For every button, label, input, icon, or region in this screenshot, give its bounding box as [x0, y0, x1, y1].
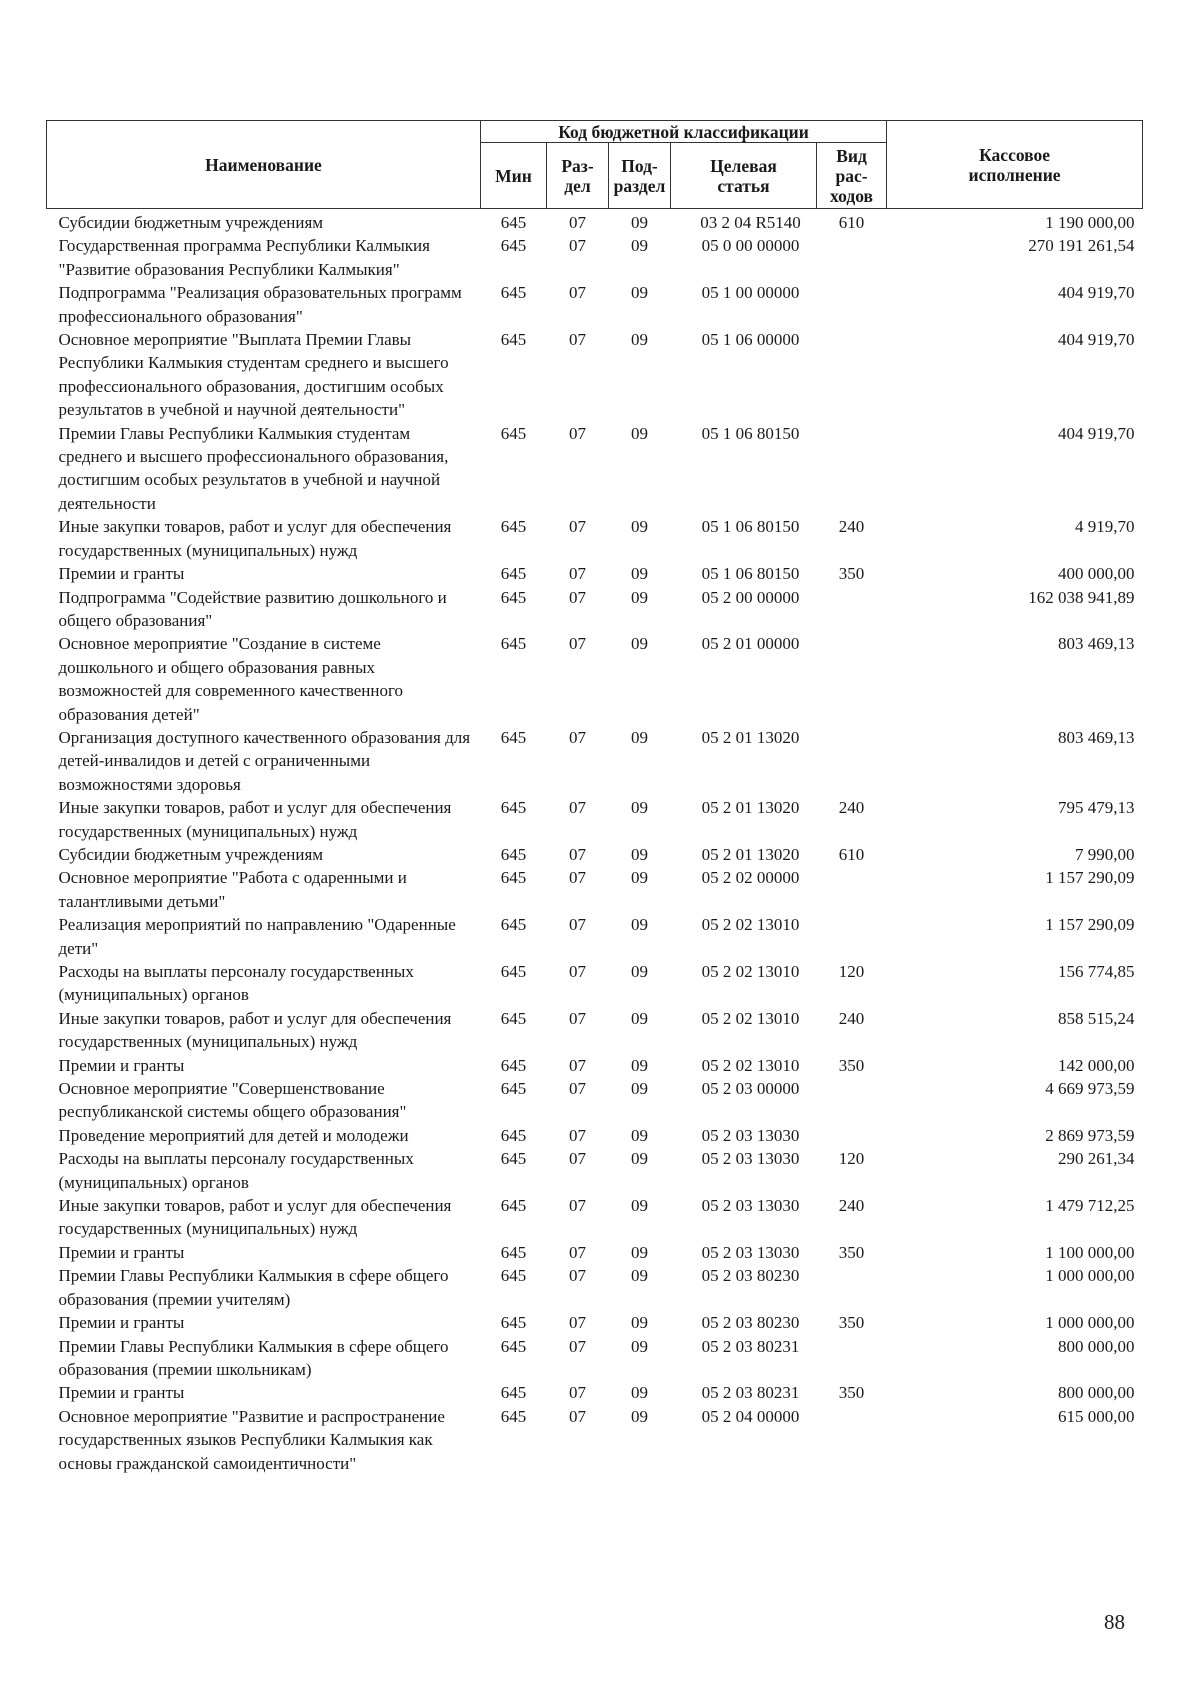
row-min: 645 — [500, 1406, 527, 1426]
row-target-article: 05 2 02 13010 — [701, 962, 800, 981]
table-row — [47, 1054, 1143, 1077]
row-razdel: 07 — [569, 423, 586, 443]
row-name: Премии Главы Республики Калмыкия в сфере общего образования (премии учителям) — [58, 1266, 449, 1309]
row-target-article: 05 1 06 00000 — [701, 330, 800, 350]
row-podrazdel: 09 — [631, 634, 648, 654]
row-razdel: 07 — [569, 844, 586, 864]
row-target-article: 05 0 00 00000 — [701, 236, 800, 256]
row-podrazdel: 09 — [631, 1242, 648, 1262]
row-min: 645 — [500, 915, 527, 935]
row-podrazdel: 09 — [631, 798, 648, 818]
row-podrazdel: 09 — [631, 423, 648, 443]
row-razdel: 07 — [569, 1196, 586, 1216]
row-min: 645 — [500, 1196, 527, 1216]
header-budget-code-group: Код бюджетной классификации — [481, 121, 887, 143]
row-podrazdel: 09 — [631, 283, 648, 303]
row-target-article: 05 2 01 13020 — [701, 798, 800, 818]
row-name: Премии и гранты — [58, 1055, 185, 1075]
row-name: Премии и гранты — [58, 1313, 185, 1333]
table-row — [47, 562, 1143, 585]
row-target-article: 05 2 03 13030 — [701, 1125, 800, 1145]
row-expense-type — [817, 632, 887, 726]
row-min: 645 — [500, 283, 527, 303]
table-header — [47, 121, 1143, 209]
row-expense-type: 240 — [838, 1008, 865, 1028]
row-min: 645 — [500, 1266, 527, 1286]
row-amount: 156 774,85 — [1058, 962, 1135, 981]
row-podrazdel: 09 — [631, 1008, 648, 1028]
row-razdel: 07 — [569, 1313, 586, 1333]
row-expense-type: 240 — [838, 1196, 865, 1216]
row-name: Расходы на выплаты персоналу государственных (муниципальных) органов — [58, 1149, 414, 1192]
row-name: Основное мероприятие "Выплата Премии Главы Республики Калмыкия студентам среднего и высшего профессионального образования, достигшим особых результатов в учебной и научной деятельности" — [58, 330, 449, 420]
row-target-article: 03 2 04 R5140 — [700, 213, 801, 232]
row-min: 645 — [500, 330, 527, 350]
row-target-article: 05 2 01 13020 — [701, 844, 800, 864]
row-podrazdel: 09 — [631, 727, 648, 747]
row-min: 645 — [500, 798, 527, 818]
row-expense-type — [817, 726, 887, 796]
row-podrazdel: 09 — [631, 1079, 648, 1099]
row-amount: 404 919,70 — [1058, 423, 1135, 443]
row-amount: 7 990,00 — [1075, 844, 1135, 864]
row-podrazdel: 09 — [631, 1266, 648, 1286]
table-row — [47, 1241, 1143, 1264]
row-podrazdel: 09 — [631, 564, 648, 584]
row-podrazdel: 09 — [631, 1383, 648, 1403]
row-target-article: 05 2 04 00000 — [701, 1406, 800, 1426]
row-min: 645 — [500, 1383, 527, 1403]
row-razdel: 07 — [569, 1079, 586, 1099]
table-body — [47, 209, 1143, 1475]
row-name: Подпрограмма "Реализация образовательных программ профессионального образования" — [58, 283, 462, 326]
row-podrazdel: 09 — [631, 1055, 648, 1075]
row-amount: 162 038 941,89 — [1028, 587, 1135, 607]
row-target-article: 05 2 03 80230 — [701, 1266, 800, 1286]
row-podrazdel: 09 — [631, 868, 648, 888]
table-row — [47, 1194, 1143, 1241]
table-row — [47, 209, 1143, 235]
row-expense-type — [817, 866, 887, 913]
row-expense-type: 350 — [838, 1313, 865, 1333]
row-amount: 795 479,13 — [1058, 798, 1135, 818]
row-expense-type — [817, 234, 887, 281]
row-target-article: 05 2 03 13030 — [701, 1242, 800, 1262]
row-amount: 1 190 000,00 — [1045, 213, 1135, 232]
table-row — [47, 726, 1143, 796]
row-razdel: 07 — [569, 564, 586, 584]
row-target-article: 05 2 01 00000 — [701, 634, 800, 654]
row-target-article: 05 2 01 13020 — [701, 727, 800, 747]
row-name: Премии Главы Республики Калмыкия в сфере общего образования (премии школьникам) — [58, 1336, 449, 1379]
row-podrazdel: 09 — [631, 1125, 648, 1145]
row-expense-type: 610 — [838, 213, 865, 232]
row-expense-type: 350 — [838, 1242, 865, 1262]
row-expense-type — [817, 913, 887, 960]
row-expense-type — [817, 1077, 887, 1124]
row-amount: 4 919,70 — [1075, 517, 1135, 537]
row-amount: 404 919,70 — [1058, 330, 1135, 350]
row-amount: 270 191 261,54 — [1028, 236, 1135, 256]
row-min: 645 — [500, 1149, 527, 1169]
row-target-article: 05 2 02 00000 — [701, 868, 800, 888]
row-name: Основное мероприятие "Развитие и распространение государственных языков Республики Калмыкия как основы гражданской самоидентичности" — [58, 1406, 445, 1473]
header-podrazdel-label: Под- раздел — [613, 155, 666, 196]
row-name: Государственная программа Республики Калмыкия "Развитие образования Республики Калмыкия" — [58, 236, 430, 279]
row-min: 645 — [500, 1125, 527, 1145]
page-number: 88 — [1104, 1610, 1125, 1634]
row-target-article: 05 2 00 00000 — [701, 587, 800, 607]
header-min: Мин — [481, 143, 547, 209]
row-podrazdel: 09 — [631, 1406, 648, 1426]
row-amount: 2 869 973,59 — [1045, 1125, 1135, 1145]
row-target-article: 05 2 03 13030 — [701, 1149, 800, 1169]
row-expense-type: 120 — [838, 1149, 865, 1169]
header-vid-label: Вид рас- ходов — [830, 145, 873, 206]
table-row — [47, 1124, 1143, 1147]
row-min: 645 — [500, 213, 527, 232]
row-amount: 142 000,00 — [1058, 1055, 1135, 1075]
row-name: Иные закупки товаров, работ и услуг для обеспечения государственных (муниципальных) нужд — [58, 1008, 452, 1052]
row-min: 645 — [500, 564, 527, 584]
table-row — [47, 422, 1143, 516]
row-razdel: 07 — [569, 1149, 586, 1169]
table-row — [47, 1077, 1143, 1124]
header-razdel-label: Раз- дел — [561, 155, 594, 196]
row-min: 645 — [500, 1313, 527, 1333]
row-amount: 4 669 973,59 — [1045, 1079, 1135, 1099]
row-name: Основное мероприятие "Совершенствование республиканской системы общего образования" — [58, 1079, 407, 1122]
row-amount: 858 515,24 — [1058, 1008, 1135, 1028]
row-razdel: 07 — [569, 330, 586, 350]
row-razdel: 07 — [569, 517, 586, 537]
table-row — [47, 960, 1143, 1007]
table-row — [47, 234, 1143, 281]
header-razdel — [547, 143, 609, 209]
row-min: 645 — [500, 236, 527, 256]
table-row — [47, 1381, 1143, 1404]
header-target — [671, 143, 817, 209]
row-min: 645 — [500, 1055, 527, 1075]
row-target-article: 05 2 03 80231 — [701, 1336, 800, 1356]
row-razdel: 07 — [569, 587, 586, 607]
row-expense-type: 240 — [838, 517, 865, 537]
row-name: Премии и гранты — [58, 564, 185, 584]
table-row — [47, 843, 1143, 866]
row-amount: 803 469,13 — [1058, 727, 1135, 747]
row-name: Основное мероприятие "Работа с одаренными и талантливыми детьми" — [58, 868, 407, 911]
row-expense-type — [817, 328, 887, 422]
row-razdel: 07 — [569, 1055, 586, 1075]
row-podrazdel: 09 — [631, 330, 648, 350]
row-razdel: 07 — [569, 1242, 586, 1262]
row-amount: 290 261,34 — [1058, 1149, 1135, 1169]
row-name: Расходы на выплаты персоналу государственных (муниципальных) органов — [58, 962, 414, 1005]
row-expense-type — [817, 422, 887, 516]
table-row — [47, 1311, 1143, 1334]
row-name: Премии Главы Республики Калмыкия студентам среднего и высшего профессионального образования, достигшим особых результатов в учебной и научной деятельности — [58, 423, 449, 513]
row-target-article: 05 1 00 00000 — [701, 283, 800, 303]
row-razdel: 07 — [569, 868, 586, 888]
row-target-article: 05 1 06 80150 — [701, 423, 800, 443]
header-amount-label: Кассовое исполнение — [968, 144, 1061, 185]
row-amount: 1 000 000,00 — [1045, 1266, 1135, 1286]
row-min: 645 — [500, 962, 527, 981]
table-row — [47, 586, 1143, 633]
row-expense-type — [817, 586, 887, 633]
row-expense-type — [817, 281, 887, 328]
row-min: 645 — [500, 634, 527, 654]
row-expense-type: 610 — [838, 844, 865, 864]
row-name: Премии и гранты — [58, 1383, 185, 1403]
row-expense-type — [817, 1264, 887, 1311]
row-expense-type: 120 — [838, 962, 865, 981]
row-name: Иные закупки товаров, работ и услуг для обеспечения государственных (муниципальных) нужд — [58, 1196, 452, 1239]
row-amount: 803 469,13 — [1058, 634, 1135, 654]
row-razdel: 07 — [569, 1125, 586, 1145]
table-row — [47, 515, 1143, 562]
row-podrazdel: 09 — [631, 1313, 648, 1333]
row-amount: 1 100 000,00 — [1045, 1242, 1135, 1262]
row-razdel: 07 — [569, 1336, 586, 1356]
row-amount: 800 000,00 — [1058, 1383, 1135, 1403]
table-row — [47, 1007, 1143, 1054]
row-razdel: 07 — [569, 1266, 586, 1286]
row-podrazdel: 09 — [631, 236, 648, 256]
row-expense-type: 350 — [838, 1383, 865, 1403]
row-min: 645 — [500, 1242, 527, 1262]
row-amount: 404 919,70 — [1058, 283, 1135, 303]
row-podrazdel: 09 — [631, 962, 648, 981]
row-razdel: 07 — [569, 283, 586, 303]
row-expense-type — [817, 1335, 887, 1382]
budget-table — [46, 120, 1143, 1475]
row-min: 645 — [500, 1008, 527, 1028]
row-razdel: 07 — [569, 1008, 586, 1028]
table-row — [47, 866, 1143, 913]
row-razdel: 07 — [569, 634, 586, 654]
row-target-article: 05 2 03 80230 — [701, 1313, 800, 1333]
row-razdel: 07 — [569, 236, 586, 256]
row-name: Иные закупки товаров, работ и услуг для обеспечения государственных (муниципальных) нужд — [58, 517, 452, 560]
row-target-article: 05 2 02 13010 — [701, 915, 800, 935]
header-podrazdel — [609, 143, 671, 209]
row-amount: 800 000,00 — [1058, 1336, 1135, 1356]
row-target-article: 05 2 03 80231 — [701, 1383, 800, 1403]
row-min: 645 — [500, 1079, 527, 1099]
row-expense-type: 350 — [838, 564, 865, 584]
row-min: 645 — [500, 868, 527, 888]
row-amount: 1 000 000,00 — [1045, 1313, 1135, 1333]
table-row — [47, 1147, 1143, 1194]
row-min: 645 — [500, 587, 527, 607]
row-name: Проведение мероприятий для детей и молодежи — [58, 1125, 409, 1145]
row-name: Основное мероприятие "Создание в системе дошкольного и общего образования равных возможностей для современного качественного образования детей" — [58, 634, 404, 724]
row-podrazdel: 09 — [631, 1196, 648, 1216]
row-name: Субсидии бюджетным учреждениям — [58, 844, 324, 864]
row-razdel: 07 — [569, 1406, 586, 1426]
table-row — [47, 913, 1143, 960]
row-min: 645 — [500, 423, 527, 443]
table-row — [47, 632, 1143, 726]
row-razdel: 07 — [569, 798, 586, 818]
table-row — [47, 1335, 1143, 1382]
row-expense-type: 240 — [838, 798, 865, 818]
row-target-article: 05 1 06 80150 — [701, 517, 800, 537]
row-razdel: 07 — [569, 727, 586, 747]
row-name: Подпрограмма "Содействие развитию дошкольного и общего образования" — [58, 587, 447, 630]
header-amount — [887, 121, 1143, 209]
header-target-label: Целевая статья — [710, 155, 777, 196]
row-podrazdel: 09 — [631, 517, 648, 537]
row-podrazdel: 09 — [631, 213, 648, 232]
row-podrazdel: 09 — [631, 844, 648, 864]
row-razdel: 07 — [569, 1383, 586, 1403]
row-amount: 400 000,00 — [1058, 564, 1135, 584]
row-min: 645 — [500, 727, 527, 747]
row-expense-type — [817, 1124, 887, 1147]
row-name: Субсидии бюджетным учреждениям — [58, 213, 324, 232]
row-amount: 1 157 290,09 — [1045, 915, 1135, 935]
row-podrazdel: 09 — [631, 587, 648, 607]
row-amount: 1 157 290,09 — [1045, 868, 1135, 888]
row-name: Организация доступного качественного образования для детей-инвалидов и детей с ограниченными возможностями здоровья — [58, 727, 471, 794]
row-min: 645 — [500, 844, 527, 864]
row-razdel: 07 — [569, 213, 586, 232]
row-target-article: 05 2 02 13010 — [701, 1055, 800, 1075]
row-expense-type — [817, 1405, 887, 1475]
row-name: Премии и гранты — [58, 1242, 185, 1262]
header-name: Наименование — [47, 121, 481, 209]
row-expense-type: 350 — [838, 1055, 865, 1075]
table-row — [47, 328, 1143, 422]
row-razdel: 07 — [569, 962, 586, 981]
table-row — [47, 1405, 1143, 1475]
row-target-article: 05 2 03 00000 — [701, 1079, 800, 1099]
table-row — [47, 1264, 1143, 1311]
row-podrazdel: 09 — [631, 915, 648, 935]
row-target-article: 05 2 03 13030 — [701, 1196, 800, 1216]
row-min: 645 — [500, 517, 527, 537]
row-name: Иные закупки товаров, работ и услуг для обеспечения государственных (муниципальных) нужд — [58, 798, 452, 841]
row-amount: 615 000,00 — [1058, 1406, 1135, 1426]
row-podrazdel: 09 — [631, 1149, 648, 1169]
row-amount: 1 479 712,25 — [1045, 1196, 1135, 1216]
row-name: Реализация мероприятий по направлению "Одаренные дети" — [58, 915, 456, 958]
row-razdel: 07 — [569, 915, 586, 935]
row-podrazdel: 09 — [631, 1336, 648, 1356]
header-vid — [817, 143, 887, 209]
table-row — [47, 796, 1143, 843]
row-target-article: 05 1 06 80150 — [701, 564, 800, 584]
row-min: 645 — [500, 1336, 527, 1356]
table-row — [47, 281, 1143, 328]
row-target-article: 05 2 02 13010 — [701, 1008, 800, 1028]
